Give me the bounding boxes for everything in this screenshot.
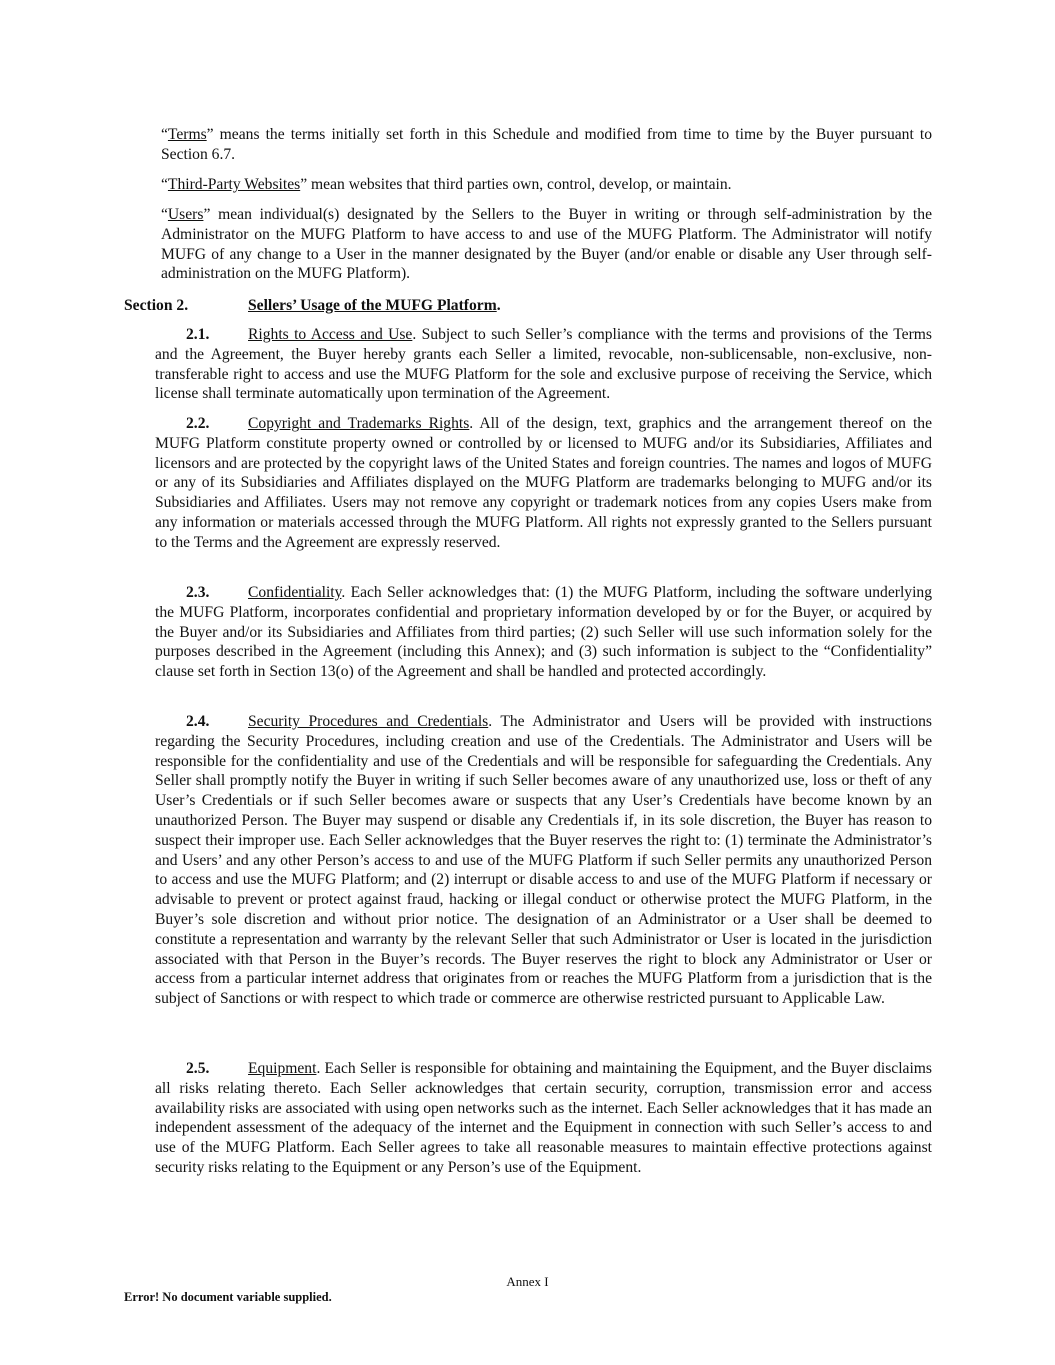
subsection-2-5: [155, 1059, 932, 1178]
subsection-text: . Each Seller is responsible for obtaining and maintaining the Equipment, and the Buyer disclaims all risks relating thereto. Each Seller acknowledges that certain security, corruption, transmission error and access availability risks are associated with using open networks such as the internet. Each Seller acknowledges that it has made an independent assessment of the adequacy of the internet and the Equipment in connection with such Seller’s access to and use of the MUFG Platform. Each Seller agrees to take all reasonable measures to maintain effective protections against security risks relating to the Equipment or any Person’s use of the Equipment.: [155, 1060, 932, 1176]
subsection-number: 2.2.: [186, 415, 210, 432]
subsection-number: 2.3.: [186, 584, 210, 601]
subsection-heading: Copyright and Trademarks Rights: [248, 415, 470, 432]
subsection-2-3: [155, 583, 932, 682]
defined-term: Users: [167, 206, 204, 223]
open-quote: “: [161, 176, 168, 193]
subsection-heading: Rights to Access and Use: [248, 326, 413, 343]
subsection-heading: Security Procedures and Credentials: [248, 713, 489, 730]
definition-third-party-websites: [161, 175, 932, 195]
section-heading: [124, 296, 501, 316]
definition-users: [161, 205, 932, 284]
page-footer-label: Annex I: [506, 1274, 549, 1289]
subsection-number: 2.1.: [186, 326, 210, 343]
section-title-period: .: [496, 297, 501, 314]
footer-error-text: Error! No document variable supplied.: [124, 1290, 332, 1304]
subsection-number: 2.5.: [186, 1060, 210, 1077]
open-quote: “: [161, 126, 168, 143]
definition-terms: [161, 125, 932, 165]
definition-text: ” mean individual(s) designated by the Sellers to the Buyer in writing or through self-administration by the Administrator on the MUFG Platform to have access to and use of the MUFG Platform. The Administrator will notify MUFG of any change to a User in the manner designated by the Buyer (and/or enable or disable any User through self-administration on the MUFG Platform).: [161, 206, 932, 283]
subsection-2-4: [155, 712, 932, 1009]
subsection-2-1: [155, 325, 932, 404]
section-title: Sellers’ Usage of the MUFG Platform: [248, 297, 497, 314]
subsection-text: . Each Seller acknowledges that: (1) the MUFG Platform, including the software underlying the MUFG Platform, incorporates confidential and proprietary information developed by or for the Buyer, or acquired by the Buyer and/or its Subsidiaries and Affiliates from third parties; (2) such Seller will use such information solely for the purposes described in the Agreement (including this Annex); and (3) such information is subject to the “Confidentiality” clause set forth in Section 13(o) of the Agreement and shall be handled and protected accordingly.: [155, 584, 932, 681]
definition-text: ” means the terms initially set forth in this Schedule and modified from time to time by the Buyer pursuant to Section 6.7.: [161, 126, 932, 163]
open-quote: “: [161, 206, 168, 223]
defined-term: Third-Party Websites: [167, 176, 301, 193]
subsection-text: . Subject to such Seller’s compliance with the terms and provisions of the Terms and the Agreement, the Buyer hereby grants each Seller a limited, revocable, non-sublicensable, non-exclusive, non-transferable right to access and use the MUFG Platform for the sole and exclusive purpose of receiving the Service, which license shall terminate automatically upon termination of the Agreement.: [155, 326, 932, 403]
subsection-heading: Confidentiality: [248, 584, 342, 601]
subsection-text: . The Administrator and Users will be provided with instructions regarding the Security Procedures, including creation and use of the Credentials. The Administrator and Users will be responsible for the confidentiality and use of the Credentials and will be responsible for safeguarding the Credentials. Any Seller shall promptly notify the Buyer in writing if such Seller becomes aware of any unauthorized use, loss or theft of any User’s Credentials or if such Seller becomes aware or suspects that any User’s Credentials have become known by an unauthorized Person. The Buyer may suspend or disable any Credentials if, in its sole discretion, the Buyer has reason to suspect their improper use. Each Seller acknowledges that the Buyer reserves the right to: (1) terminate the Administrator’s and Users’ and any other Person’s access to and use of the MUFG Platform if such Seller permits any unauthorized Person to access and use the MUFG Platform; and (2) interrupt or disable access to and use of the MUFG Platform if necessary or advisable to prevent or protect against fraud, hacking or illegal conduct or otherwise protect the MUFG Platform, in the Buyer’s sole discretion and without prior notice. The designation of an Administrator or a User shall be deemed to constitute a representation and warranty by the relevant Seller that such Administrator or User is located in the jurisdiction associated with that Person in the Buyer’s records. The Buyer reserves the right to block any Administrator or User or access from a particular internet address that originates from or reaches the MUFG Platform from a jurisdiction that is the subject of Sanctions or with respect to which trade or commerce are otherwise restricted pursuant to Applicable Law.: [155, 713, 932, 1008]
subsection-number: 2.4.: [186, 713, 210, 730]
section-label: Section 2.: [124, 297, 189, 314]
definition-text: ” mean websites that third parties own, control, develop, or maintain.: [300, 176, 732, 193]
subsection-text: . All of the design, text, graphics and the arrangement thereof on the MUFG Platform constitute property owned or controlled by or licensed to MUFG and/or its Subsidiaries, Affiliates and licensors and are protected by the copyright laws of the United States and foreign countries. The names and logos of MUFG or any of its Subsidiaries and Affiliates displayed on the MUFG Platform are trademarks belonging to MUFG and/or its Subsidiaries and Affiliates. Users may not remove any copyright or trademark notices from any copies Users make from any information or materials accessed through the MUFG Platform. All rights not expressly granted to the Sellers pursuant to the Terms and the Agreement are expressly reserved.: [155, 415, 932, 551]
subsection-heading: Equipment: [248, 1060, 317, 1077]
defined-term: Terms: [167, 126, 207, 143]
subsection-2-2: [155, 414, 932, 553]
